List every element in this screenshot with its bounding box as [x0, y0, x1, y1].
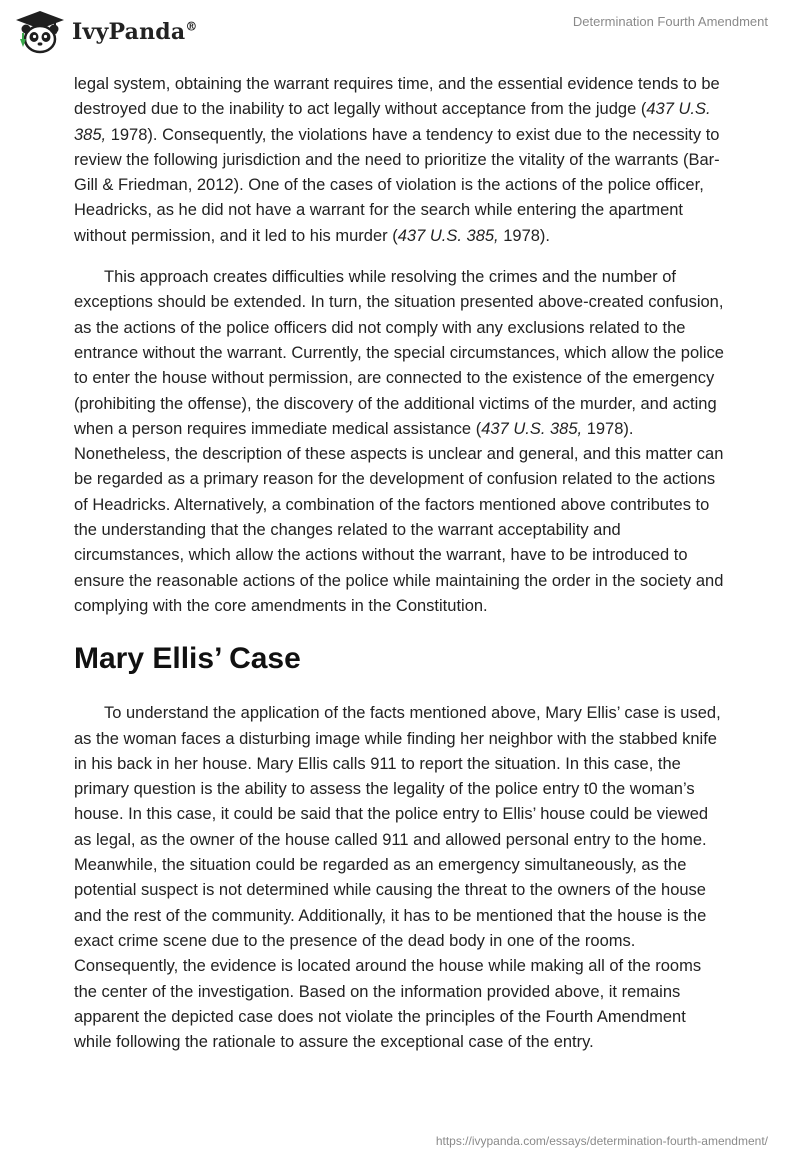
- panda-graduate-icon: [14, 9, 66, 55]
- essay-body: [74, 72, 726, 1055]
- paragraph-2: [74, 265, 726, 619]
- citation-italic: 437 U.S. 385,: [481, 419, 583, 438]
- text-run: 1978). Consequently, the violations have a tendency to exist due to the necessity to review the following jurisdiction and the need to prioritize the vitality of the warrants (Bar-Gill & Friedman, 2012). One of the cases of violation is the actions of the police officer, Headricks, as he did not have a warrant for the search while entering the apartment without permission, and it led to his murder (: [74, 125, 720, 245]
- source-url[interactable]: https://ivypanda.com/essays/determination-fourth-amendment/: [435, 1134, 768, 1148]
- text-run: To understand the application of the facts mentioned above, Mary Ellis’ case is used, as the woman faces a disturbing image while finding her neighbor with the stabbed knife in his back in her house. Mary Ellis calls 911 to report the situation. In this case, the primary question is the ability to assess the legality of the police entry t0 the woman’s house. In this case, it could be said that the police entry to Ellis’ house could be viewed as legal, as the owner of the house called 911 and allowed personal entry to the home. Meanwhile, the situation could be regarded as an emergency simultaneously, as the potential suspect is not determined while causing the threat to the owners of the house and the rest of the community. Additionally, it has to be mentioned that the house is the exact crime scene due to the presence of the dead body in one of the rooms. Consequently, the evidence is located around the house while making all of the rooms the center of the investigation. Based on the information provided above, it remains apparent the depicted case does not violate the principles of the Fourth Amendment while following the rationale to assure the exceptional case of the entry.: [74, 704, 721, 1052]
- text-run: This approach creates difficulties while resolving the crimes and the number of exceptions should be extended. In turn, the situation presented above-created confusion, as the actions of the police officers did not comply with any exclusions related to the entrance without the warrant. Currently, the special circumstances, which allow the police to enter the house without permission, are connected to the existence of the emergency (prohibiting the offense), the discovery of the additional victims of the murder, and acting when a person requires immediate medical assistance (: [74, 268, 724, 438]
- citation-italic: 437 U.S. 385,: [397, 226, 499, 245]
- text-run: 1978).: [498, 226, 551, 245]
- text-run: legal system, obtaining the warrant requires time, and the essential evidence tends to be destroyed due to the inability to act legally without acceptance from the judge (: [74, 75, 720, 119]
- page-header: [0, 0, 800, 70]
- paragraph-3: [74, 701, 726, 1055]
- ivypanda-logo[interactable]: [14, 8, 198, 56]
- document-title: Determination Fourth Amendment: [572, 14, 768, 29]
- citation-italic: 437 U.S. 385,: [74, 100, 711, 144]
- brand-name: IvyPanda®: [72, 19, 198, 45]
- text-run: 1978). Nonetheless, the description of these aspects is unclear and general, and this matter can be regarded as a primary reason for the development of confusion related to the actions of Headricks. Alternatively, a combination of the factors mentioned above contributes to the understanding that the changes related to the warrant acceptability and circumstances, which allow the actions without the warrant, have to be introduced to ensure the reasonable actions of the police while maintaining the order in the society and complying with the core amendments in the Constitution.: [74, 419, 724, 615]
- section-heading: Mary Ellis’ Case: [74, 642, 301, 676]
- paragraph-1: [74, 72, 726, 249]
